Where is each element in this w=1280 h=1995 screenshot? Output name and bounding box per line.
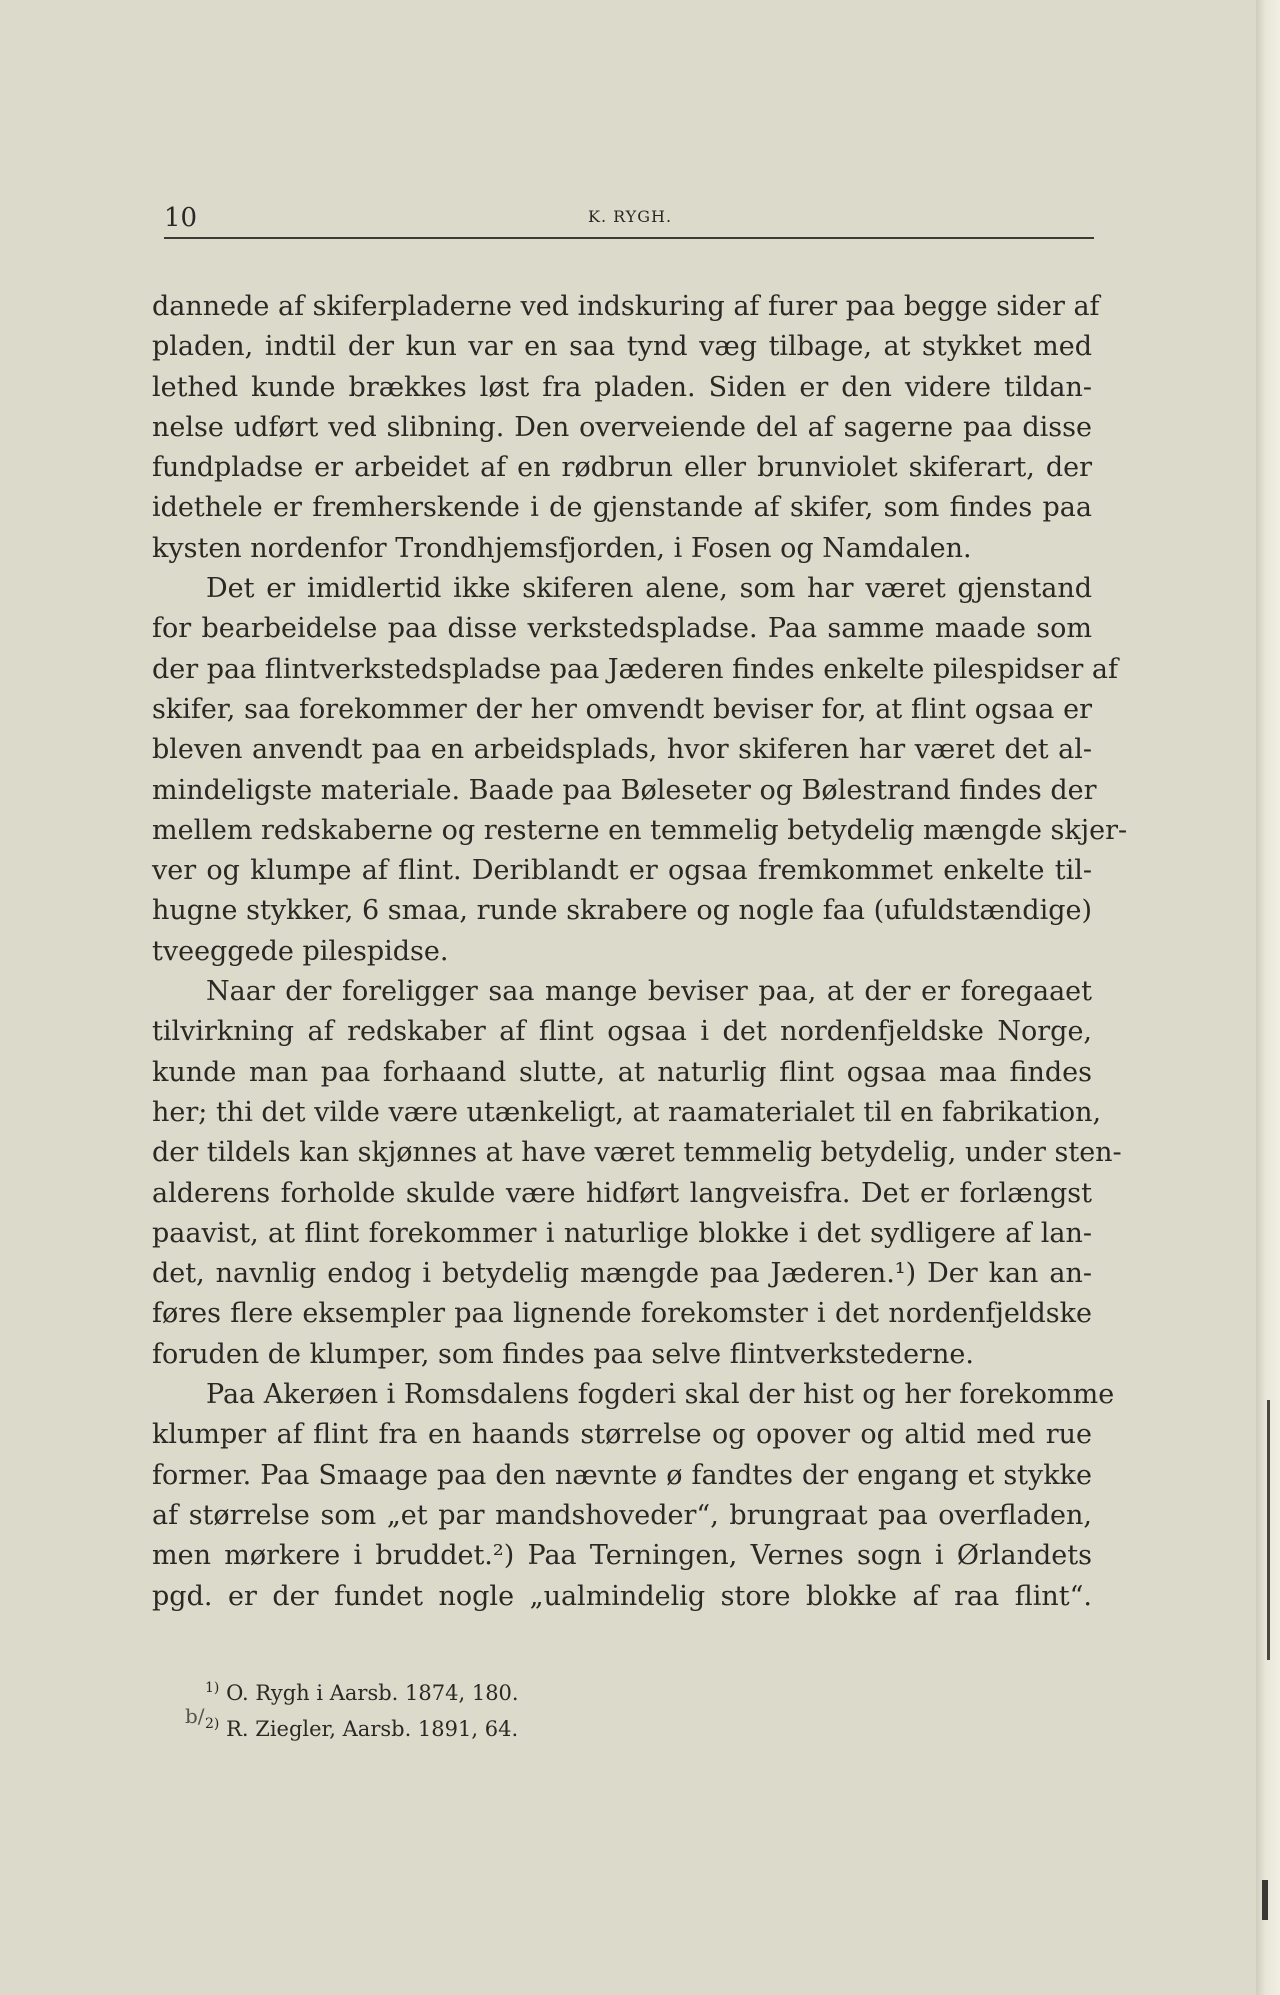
text-line: former. Paa Smaage paa den nævnte ø fandtes der engang et stykke — [152, 1459, 1092, 1491]
footnotes — [205, 1673, 519, 1745]
text-line: Paa Akerøen i Romsdalens fogderi skal der hist og her forekomme — [206, 1379, 1115, 1411]
text-line: paavist, at flint forekommer i naturlige blokke i det sydligere af lan- — [152, 1217, 1092, 1249]
text-line: lethed kunde brækkes løst fra pladen. Siden er den videre tildan- — [152, 371, 1092, 403]
text-line: idethele er fremherskende i de gjenstande af skifer, som findes paa — [152, 492, 1092, 524]
text-line: mindeligste materiale. Baade paa Bøleseter og Bølestrand findes der — [152, 774, 1097, 806]
text-line: dannede af skiferpladerne ved indskuring af furer paa begge sider af — [152, 291, 1100, 322]
text-line: klumper af flint fra en haands størrelse og opover og altid med rue — [152, 1419, 1092, 1451]
text-line: her; thi det vilde være utænkeligt, at raamaterialet til en fabrikation, — [152, 1096, 1102, 1128]
text-line: tilvirkning af redskaber af flint ogsaa i det nordenfjeldske Norge, — [152, 1016, 1092, 1048]
text-line: mellem redskaberne og resterne en temmelig betydelig mængde skjer- — [152, 814, 1128, 846]
running-head: K. RYGH. — [588, 207, 673, 226]
text-line: tveeggede pilespidse. — [152, 935, 449, 967]
text-line: der paa flintverkstedspladse paa Jæderen findes enkelte pilespidser af — [152, 653, 1118, 685]
footnote-1 — [205, 1673, 519, 1709]
footnote-text: O. Rygh i Aarsb. 1874, 180. — [226, 1681, 519, 1705]
footnote-2 — [205, 1709, 519, 1745]
text-line: nelse udført ved slibning. Den overveiende del af sagerne paa disse — [152, 411, 1092, 443]
text-line: føres flere eksempler paa lignende forekomster i det nordenfjeldske — [152, 1298, 1092, 1330]
footnote-text: R. Ziegler, Aarsb. 1891, 64. — [226, 1717, 519, 1741]
text-line: hugne stykker, 6 smaa, runde skrabere og nogle faa (ufuldstændige) — [152, 895, 1092, 927]
text-line: pladen, indtil der kun var en saa tynd væg tilbage, at stykket med — [152, 331, 1092, 363]
text-line: af størrelse som „et par mandshoveder“, brungraat paa overfladen, — [152, 1499, 1092, 1531]
text-line: kysten nordenfor Trondhjemsfjorden, i Fosen og Namdalen. — [152, 532, 972, 564]
text-line: Naar der foreligger saa mange beviser paa, at der er foregaaet — [206, 976, 1092, 1008]
text-line: foruden de klumper, som findes paa selve flintverkstederne. — [152, 1338, 974, 1370]
text-line: skifer, saa forekommer der her omvendt beviser for, at flint ogsaa er — [152, 693, 1092, 725]
text-line: ver og klumpe af flint. Deriblandt er ogsaa fremkommet enkelte til- — [152, 855, 1092, 887]
footnote-marker: 1) — [205, 1680, 220, 1696]
text-line: kunde man paa forhaand slutte, at naturlig flint ogsaa maa findes — [152, 1056, 1092, 1088]
footnote-marker: 2) — [205, 1716, 220, 1732]
page-number: 10 — [164, 203, 198, 233]
text-line: Det er imidlertid ikke skiferen alene, som har været gjenstand — [206, 573, 1092, 605]
text-line: pgd. er der fundet nogle „ualmindelig store blokke af raa flint“. — [152, 1580, 1092, 1612]
text-line: der tildels kan skjønnes at have været temmelig betydelig, under sten- — [152, 1137, 1122, 1169]
binding-mark — [1262, 1880, 1268, 1920]
text-line: bleven anvendt paa en arbeidsplads, hvor skiferen har været det al- — [152, 734, 1092, 766]
body-text — [152, 287, 1128, 1617]
text-line: det, navnlig endog i betydelig mængde paa Jæderen.¹) Der kan an- — [152, 1258, 1092, 1290]
text-line: alderens forholde skulde være hidført langveisfra. Det er forlængst — [152, 1177, 1092, 1209]
text-line: fundpladse er arbeidet af en rødbrun eller brunviolet skiferart, der — [152, 452, 1092, 484]
text-line: men mørkere i bruddet.²) Paa Terningen, Vernes sogn i Ørlandets — [152, 1540, 1092, 1572]
binding-shadow — [1267, 1400, 1270, 1660]
text-line: for bearbeidelse paa disse verkstedspladse. Paa samme maade som — [152, 613, 1092, 645]
page-header — [164, 203, 1094, 239]
pencil-annotation: b/ — [185, 1704, 205, 1728]
page-edge — [1256, 0, 1280, 1995]
